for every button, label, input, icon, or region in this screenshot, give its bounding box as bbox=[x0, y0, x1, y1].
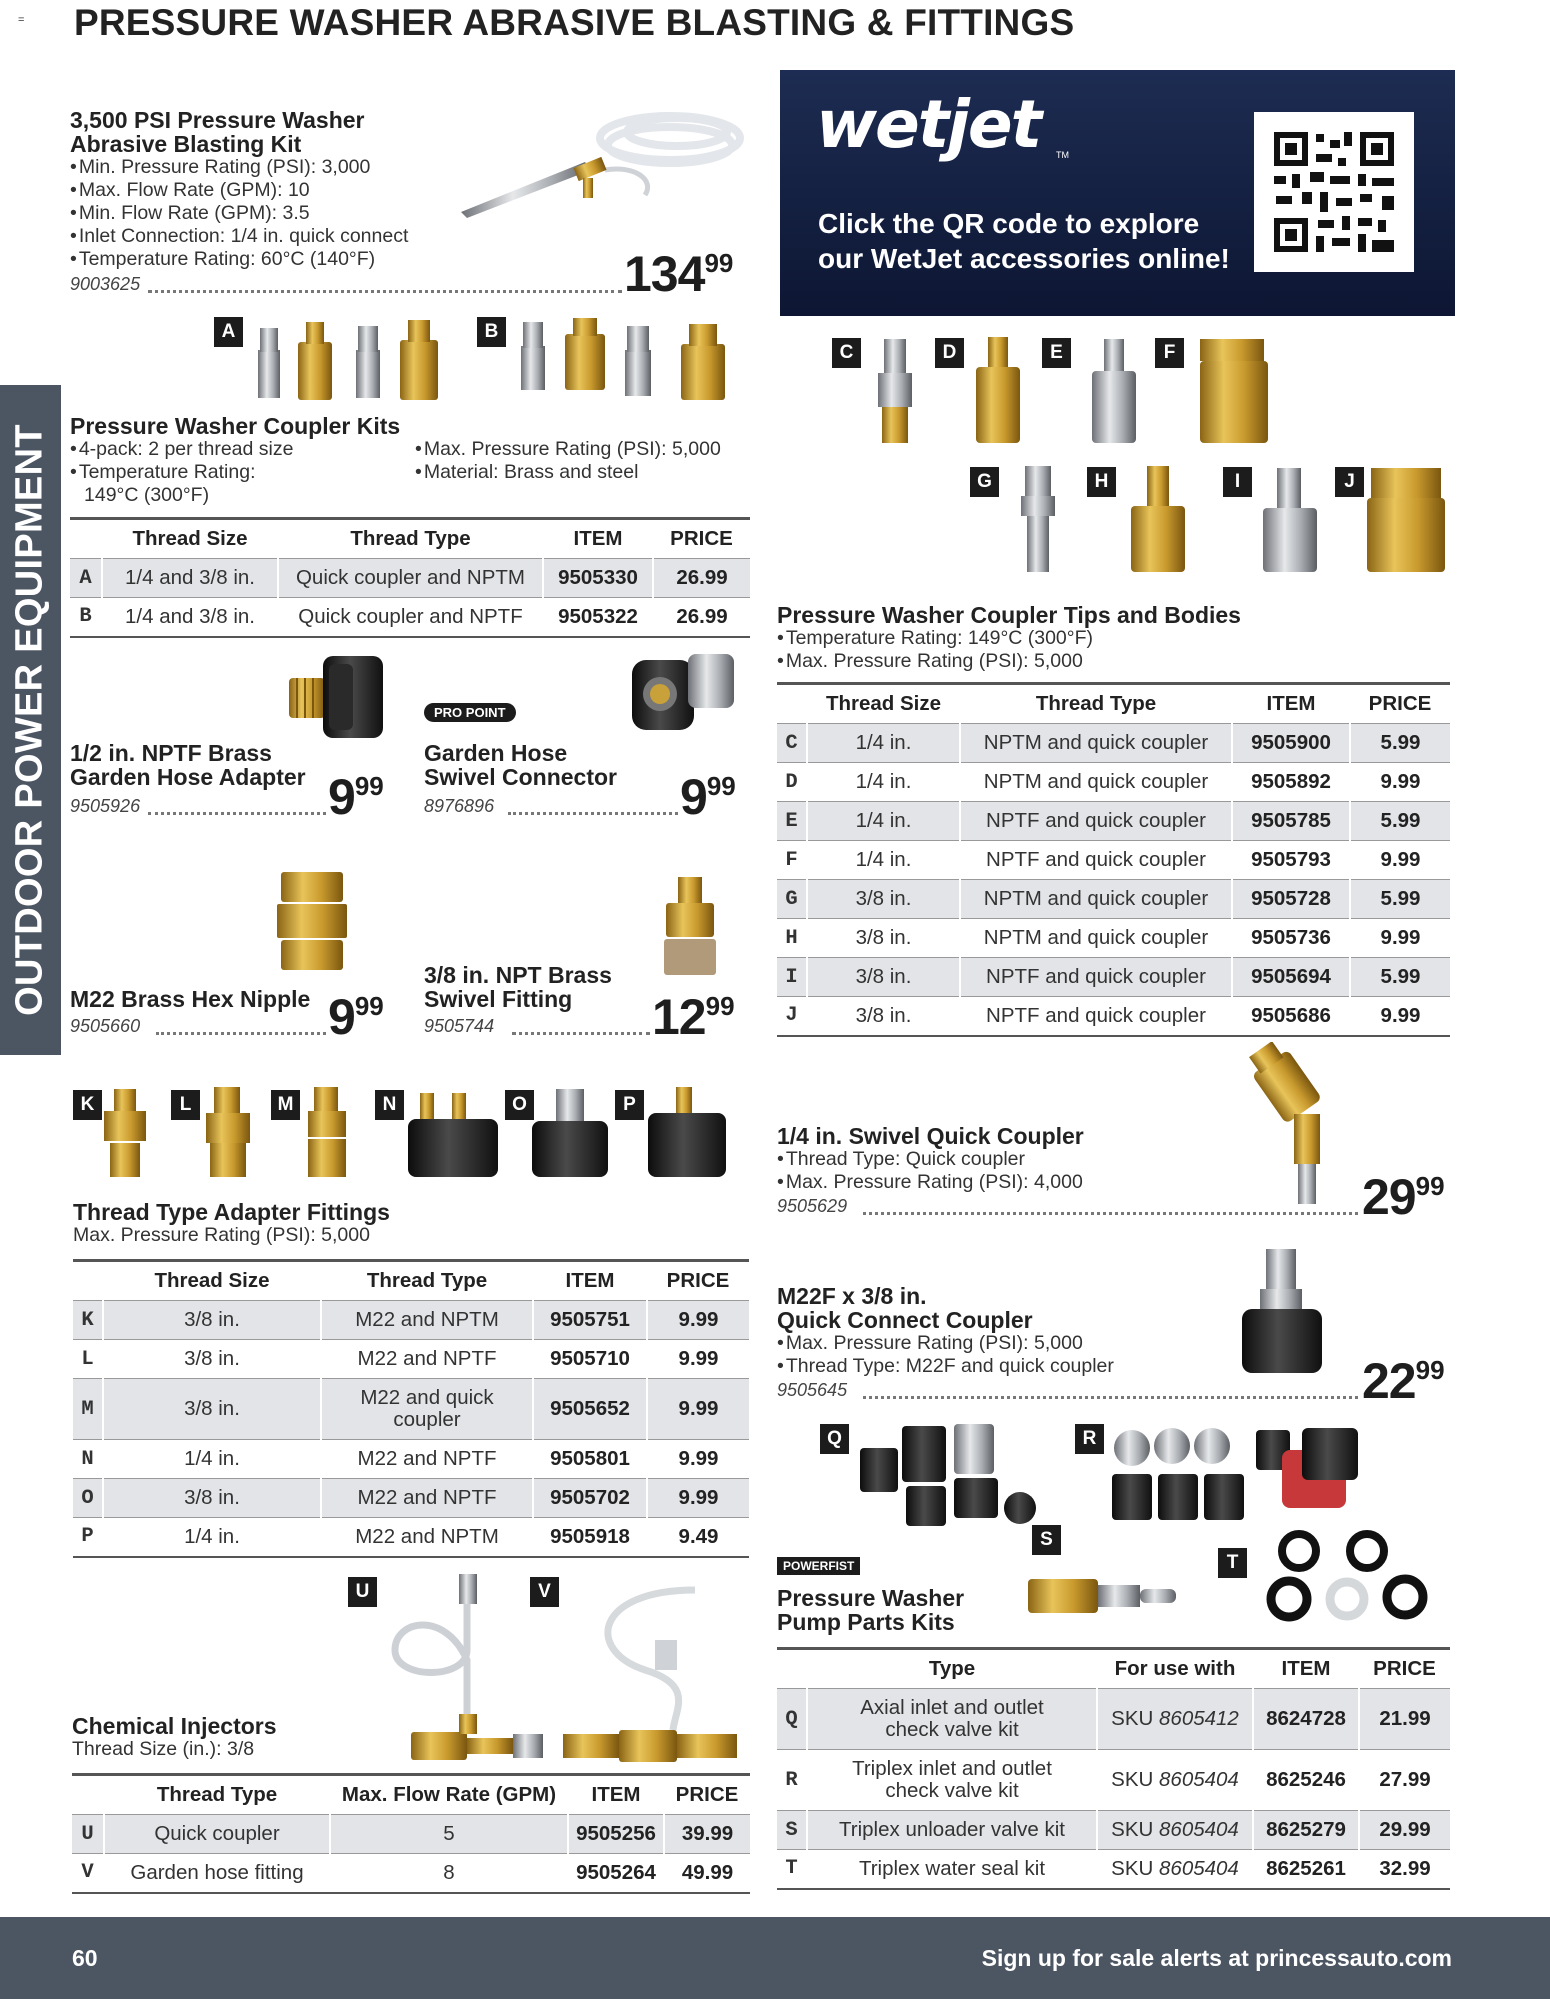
npt-swivel-title-2: Swivel Fitting bbox=[424, 986, 573, 1012]
m22f-coupler-price: 2299 bbox=[1362, 1353, 1445, 1409]
qr-code-icon bbox=[1254, 112, 1414, 272]
corner-mark: = bbox=[18, 14, 25, 26]
table-row: K 3/8 in. M22 and NPTM 9505751 9.99 bbox=[73, 1301, 749, 1340]
leader-dots bbox=[508, 812, 678, 815]
footer bbox=[0, 1917, 1550, 1999]
table-row: I 3/8 in. NPTF and quick coupler 9505694 5.99 bbox=[777, 958, 1450, 997]
item-label: E bbox=[1042, 338, 1071, 368]
blasting-kit-sku: 9003625 bbox=[70, 274, 141, 294]
col-header: ITEM bbox=[1232, 684, 1350, 724]
pump-parts-r-image bbox=[1106, 1420, 1378, 1528]
m22f-coupler-bullet: • Max. Pressure Rating (PSI): 5,000 bbox=[777, 1332, 1114, 1355]
item-label: G bbox=[970, 467, 999, 497]
item-label: C bbox=[832, 338, 861, 368]
adapter-fittings-image bbox=[100, 1085, 740, 1183]
table-row: B 1/4 and 3/8 in. Quick coupler and NPTF 9505322 26.99 bbox=[70, 598, 750, 637]
item-label: H bbox=[1087, 467, 1116, 497]
npt-swivel-image bbox=[660, 875, 720, 979]
col-header: Thread Type bbox=[960, 684, 1232, 724]
m22f-coupler-bullet: • Thread Type: M22F and quick coupler bbox=[777, 1355, 1114, 1378]
blasting-kit-bullet: • Temperature Rating: 60°C (140°F) bbox=[70, 248, 408, 271]
table-row: R Triplex inlet and outlet check valve kit SKU 8605404 8625246 27.99 bbox=[777, 1750, 1450, 1811]
blasting-kit-image bbox=[455, 100, 755, 225]
swivel-connector-sku: 8976896 bbox=[424, 796, 495, 816]
item-label: I bbox=[1223, 467, 1252, 497]
chemical-injectors-title: Chemical Injectors bbox=[72, 1713, 277, 1739]
powerfist-logo: POWERFIST bbox=[777, 1557, 860, 1575]
coupler-kits-bullet: • 4-pack: 2 per thread size bbox=[70, 438, 400, 461]
col-header: ITEM bbox=[533, 1261, 647, 1301]
coupler-kits-table bbox=[70, 517, 750, 638]
item-label: J bbox=[1335, 467, 1364, 497]
item-label: S bbox=[1032, 1525, 1061, 1555]
npt-swivel-sku: 9505744 bbox=[424, 1016, 495, 1036]
table-row: S Triplex unloader valve kit SKU 8605404 8625279 29.99 bbox=[777, 1811, 1450, 1850]
item-label: L bbox=[171, 1090, 200, 1120]
m22f-coupler-image bbox=[1238, 1247, 1328, 1377]
swivel-coupler-sku: 9505629 bbox=[777, 1196, 848, 1216]
item-label: M bbox=[271, 1090, 300, 1120]
coupler-kits-bullet: • Max. Pressure Rating (PSI): 5,000 bbox=[415, 438, 721, 461]
leader-dots bbox=[863, 1396, 1358, 1399]
wetjet-logo: wetjet bbox=[816, 86, 1041, 163]
col-header: ITEM bbox=[543, 519, 653, 559]
hex-nipple-price: 999 bbox=[328, 989, 384, 1045]
table-row: E 1/4 in. NPTF and quick coupler 9505785 5.99 bbox=[777, 802, 1450, 841]
hex-nipple-sku: 9505660 bbox=[70, 1016, 141, 1036]
npt-swivel-price: 1299 bbox=[652, 989, 735, 1045]
page-title: PRESSURE WASHER ABRASIVE BLASTING & FITTINGS bbox=[74, 2, 1075, 43]
pump-parts-t-image bbox=[1265, 1523, 1445, 1631]
blasting-kit-bullet: • Inlet Connection: 1/4 in. quick connect bbox=[70, 225, 408, 248]
coupler-kits-title: Pressure Washer Coupler Kits bbox=[70, 413, 401, 439]
hose-adapter-title-1: 1/2 in. NPTF Brass bbox=[70, 740, 272, 766]
table-row: P 1/4 in. M22 and NPTM 9505918 9.49 bbox=[73, 1518, 749, 1557]
leader-dots bbox=[512, 1032, 650, 1035]
coupler-tips-top-image bbox=[870, 335, 1460, 450]
leader-dots bbox=[148, 290, 622, 293]
table-row: L 3/8 in. M22 and NPTF 9505710 9.99 bbox=[73, 1340, 749, 1379]
col-header: Thread Type bbox=[321, 1261, 533, 1301]
col-header: PRICE bbox=[1359, 1649, 1450, 1689]
col-header: Thread Size bbox=[102, 519, 278, 559]
swivel-coupler-image bbox=[1240, 1042, 1360, 1210]
table-row: M 3/8 in. M22 and quick coupler 9505652 9.99 bbox=[73, 1379, 749, 1440]
coupler-kits-bullet-cont: 149°C (300°F) bbox=[84, 484, 210, 506]
col-header: ITEM bbox=[1253, 1649, 1359, 1689]
coupler-tips-header bbox=[777, 603, 1241, 673]
table-row: J 3/8 in. NPTF and quick coupler 9505686 9.99 bbox=[777, 997, 1450, 1036]
coupler-tips-table bbox=[777, 682, 1450, 1037]
pump-parts-title-2: Pump Parts Kits bbox=[777, 1609, 955, 1635]
table-row: V Garden hose fitting 8 9505264 49.99 bbox=[72, 1854, 750, 1893]
item-label: O bbox=[505, 1090, 534, 1120]
item-label: B bbox=[477, 317, 506, 347]
coupler-tips-title: Pressure Washer Coupler Tips and Bodies bbox=[777, 602, 1241, 628]
table-row: O 3/8 in. M22 and NPTF 9505702 9.99 bbox=[73, 1479, 749, 1518]
table-row: F 1/4 in. NPTF and quick coupler 9505793 9.99 bbox=[777, 841, 1450, 880]
footer-link[interactable]: Sign up for sale alerts at princessauto.com bbox=[981, 1945, 1452, 1971]
m22f-coupler-title-2: Quick Connect Coupler bbox=[777, 1307, 1033, 1333]
swivel-coupler-bullet: • Thread Type: Quick coupler bbox=[777, 1148, 1084, 1171]
hex-nipple-title: M22 Brass Hex Nipple bbox=[70, 986, 311, 1012]
coupler-kit-b-image bbox=[515, 310, 735, 405]
coupler-kit-a-image bbox=[250, 310, 455, 405]
swivel-connector bbox=[424, 741, 617, 789]
wetjet-banner[interactable] bbox=[780, 70, 1455, 316]
col-header: ITEM bbox=[568, 1775, 664, 1815]
table-row: A 1/4 and 3/8 in. Quick coupler and NPTM 9505330 26.99 bbox=[70, 559, 750, 598]
coupler-tips-bullet: • Temperature Rating: 149°C (300°F) bbox=[777, 627, 1241, 650]
col-header: PRICE bbox=[653, 519, 750, 559]
hose-adapter bbox=[70, 741, 306, 789]
coupler-tips-bullet: • Max. Pressure Rating (PSI): 5,000 bbox=[777, 650, 1241, 673]
col-header: Thread Type bbox=[104, 1775, 330, 1815]
npt-swivel bbox=[424, 963, 612, 1011]
item-label: D bbox=[935, 338, 964, 368]
side-tab-label: OUTDOOR POWER EQUIPMENT bbox=[8, 424, 51, 1016]
col-header: Thread Type bbox=[278, 519, 543, 559]
coupler-kits-bullet: • Temperature Rating: bbox=[70, 461, 400, 484]
qr-code[interactable] bbox=[1254, 112, 1414, 272]
coupler-kits-bullets-right bbox=[415, 438, 721, 484]
blasting-kit-bullet: • Max. Flow Rate (GPM): 10 bbox=[70, 179, 408, 202]
hose-adapter-sku: 9505926 bbox=[70, 796, 141, 816]
swivel-coupler-bullet: • Max. Pressure Rating (PSI): 4,000 bbox=[777, 1171, 1084, 1194]
table-row: H 3/8 in. NPTM and quick coupler 9505736 9.99 bbox=[777, 919, 1450, 958]
page-number: 60 bbox=[72, 1945, 98, 1971]
table-row: U Quick coupler 5 9505256 39.99 bbox=[72, 1815, 750, 1854]
item-label: F bbox=[1155, 338, 1184, 368]
item-label: V bbox=[530, 1577, 559, 1607]
banner-line-1: Click the QR code to explore bbox=[818, 208, 1200, 239]
adapter-fittings-subtitle: Max. Pressure Rating (PSI): 5,000 bbox=[73, 1224, 370, 1246]
side-tab bbox=[0, 385, 61, 1055]
table-row: T Triplex water seal kit SKU 8605404 8625261 32.99 bbox=[777, 1850, 1450, 1889]
table-row: D 1/4 in. NPTM and quick coupler 9505892 9.99 bbox=[777, 763, 1450, 802]
chemical-injectors-table bbox=[72, 1773, 750, 1894]
blasting-kit bbox=[70, 108, 408, 271]
item-label: U bbox=[348, 1577, 377, 1607]
leader-dots bbox=[156, 1032, 326, 1035]
m22f-coupler-sku: 9505645 bbox=[777, 1380, 848, 1400]
pump-parts-header bbox=[777, 1586, 964, 1634]
col-header: For use with bbox=[1097, 1649, 1253, 1689]
swivel-coupler bbox=[777, 1124, 1084, 1194]
table-row: G 3/8 in. NPTM and quick coupler 9505728 5.99 bbox=[777, 880, 1450, 919]
coupler-kits-bullet: • Material: Brass and steel bbox=[415, 461, 721, 484]
blasting-kit-title-1: 3,500 PSI Pressure Washer bbox=[70, 107, 365, 133]
col-header: PRICE bbox=[1350, 684, 1450, 724]
coupler-tips-bottom-image bbox=[1015, 462, 1465, 582]
adapter-fittings-table bbox=[73, 1259, 749, 1558]
hose-adapter-price: 999 bbox=[328, 769, 384, 825]
banner-line-2: our WetJet accessories online! bbox=[818, 243, 1230, 274]
trademark-mark: TM bbox=[1056, 150, 1069, 160]
pump-parts-title-1: Pressure Washer bbox=[777, 1585, 965, 1611]
blasting-kit-title-2: Abrasive Blasting Kit bbox=[70, 131, 302, 157]
pump-parts-q-image bbox=[850, 1418, 1050, 1530]
blasting-kit-bullet: • Min. Pressure Rating (PSI): 3,000 bbox=[70, 156, 408, 179]
table-row: Q Axial inlet and outlet check valve kit SKU 8605412 8624728 21.99 bbox=[777, 1689, 1450, 1750]
swivel-coupler-price: 2999 bbox=[1362, 1169, 1445, 1225]
item-label: N bbox=[375, 1090, 404, 1120]
col-header: Thread Size bbox=[807, 684, 960, 724]
pro-point-logo: PRO POINT bbox=[424, 703, 516, 722]
item-label: P bbox=[615, 1090, 644, 1120]
leader-dots bbox=[148, 812, 326, 815]
hose-adapter-title-2: Garden Hose Adapter bbox=[70, 764, 306, 790]
m22f-coupler-title-1: M22F x 3/8 in. bbox=[777, 1283, 927, 1309]
item-label: Q bbox=[820, 1424, 849, 1454]
coupler-kits-header bbox=[70, 414, 400, 507]
banner-text bbox=[818, 206, 1230, 276]
injector-u-image bbox=[375, 1570, 550, 1770]
item-label: A bbox=[214, 317, 243, 347]
adapter-fittings-header bbox=[73, 1200, 390, 1247]
col-header: Type bbox=[807, 1649, 1097, 1689]
pump-parts-table bbox=[777, 1647, 1450, 1890]
chemical-injectors-header bbox=[72, 1714, 277, 1761]
col-header: Max. Flow Rate (GPM) bbox=[330, 1775, 568, 1815]
adapter-fittings-title: Thread Type Adapter Fittings bbox=[73, 1199, 390, 1225]
col-header: PRICE bbox=[664, 1775, 750, 1815]
swivel-connector-title-1: Garden Hose bbox=[424, 740, 568, 766]
hose-adapter-image bbox=[285, 650, 395, 742]
leader-dots bbox=[863, 1212, 1358, 1215]
hex-nipple-image bbox=[275, 870, 350, 974]
table-row: C 1/4 in. NPTM and quick coupler 9505900 5.99 bbox=[777, 724, 1450, 763]
table-row: N 1/4 in. M22 and NPTF 9505801 9.99 bbox=[73, 1440, 749, 1479]
swivel-coupler-title: 1/4 in. Swivel Quick Coupler bbox=[777, 1123, 1084, 1149]
npt-swivel-title-1: 3/8 in. NPT Brass bbox=[424, 962, 612, 988]
pump-parts-s-image bbox=[1022, 1565, 1187, 1625]
swivel-connector-title-2: Swivel Connector bbox=[424, 764, 617, 790]
item-label: K bbox=[73, 1090, 102, 1120]
chemical-injectors-subtitle: Thread Size (in.): 3/8 bbox=[72, 1738, 255, 1760]
m22f-coupler bbox=[777, 1284, 1114, 1378]
swivel-connector-image bbox=[622, 646, 742, 738]
item-label: R bbox=[1075, 1424, 1104, 1454]
item-label: T bbox=[1218, 1548, 1247, 1578]
blasting-kit-price: 13499 bbox=[624, 246, 734, 302]
swivel-connector-price: 999 bbox=[680, 769, 736, 825]
injector-v-image bbox=[555, 1570, 750, 1770]
col-header: Thread Size bbox=[103, 1261, 321, 1301]
blasting-kit-bullet: • Min. Flow Rate (GPM): 3.5 bbox=[70, 202, 408, 225]
col-header: PRICE bbox=[647, 1261, 749, 1301]
